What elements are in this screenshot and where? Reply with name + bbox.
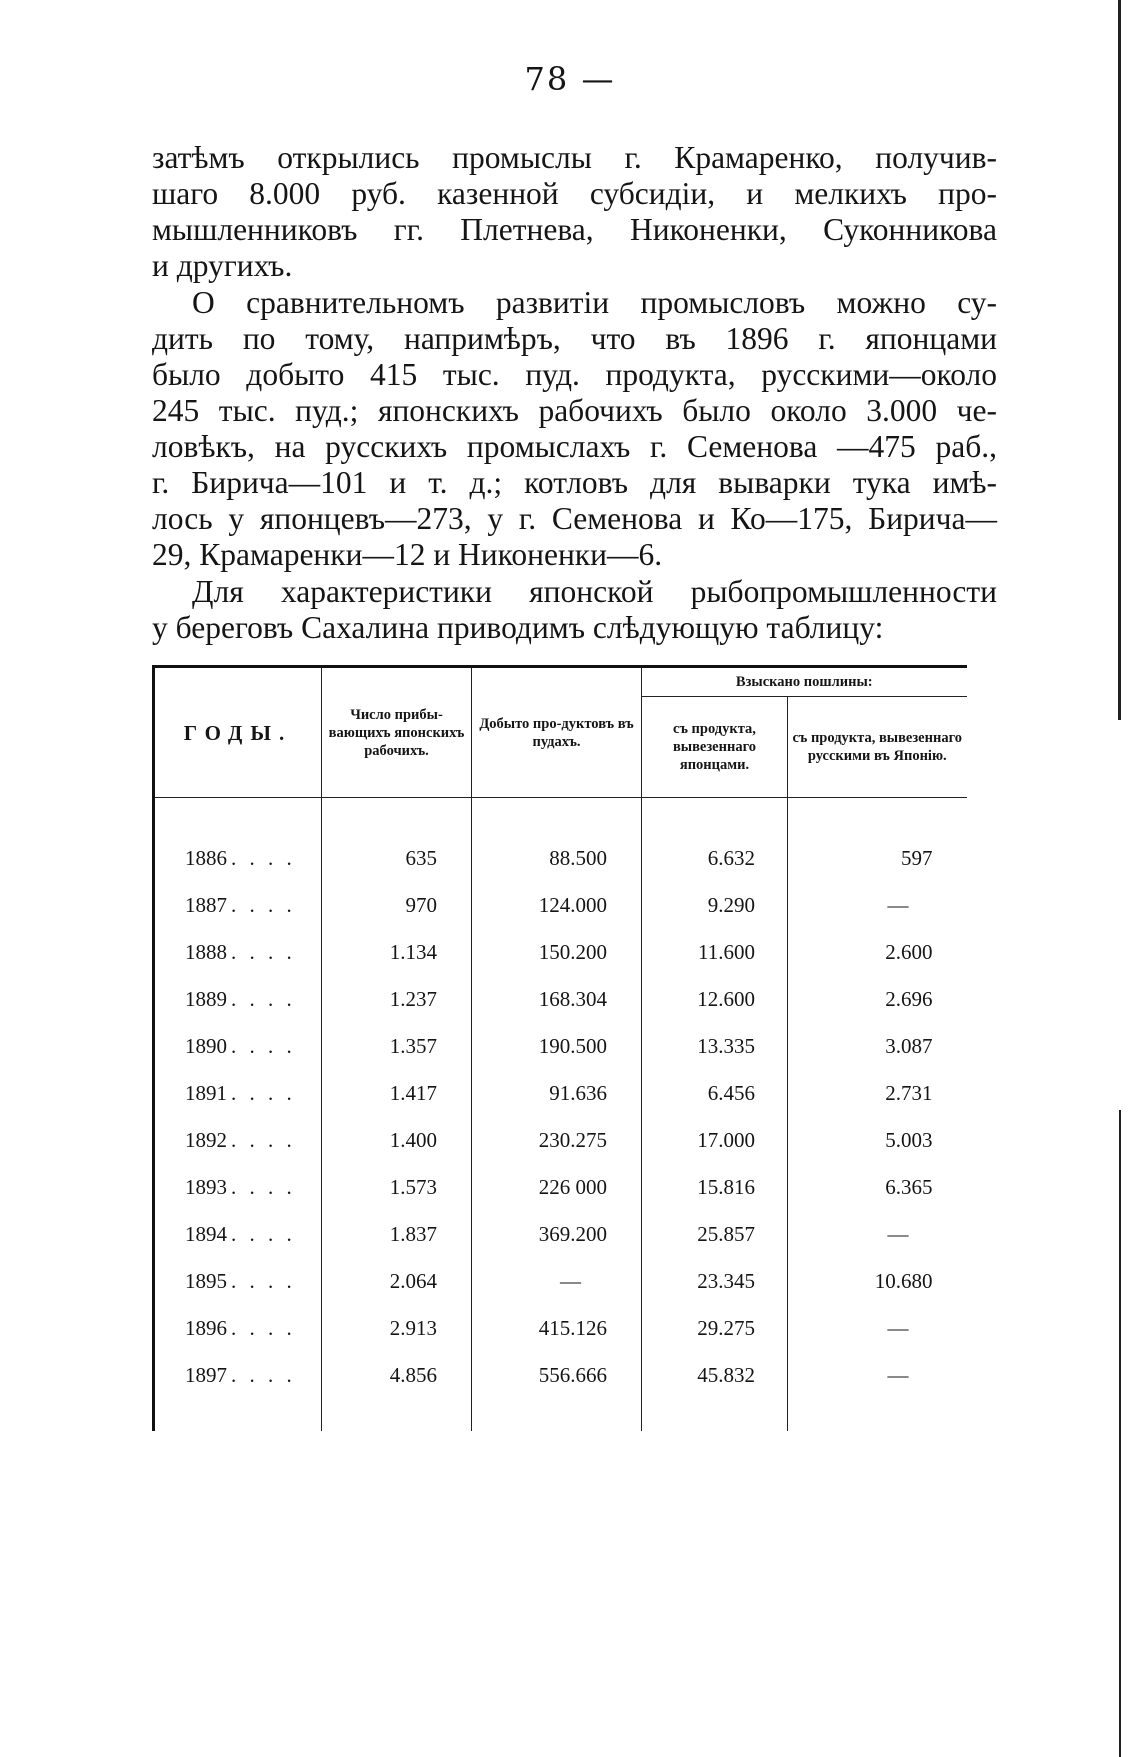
workers-cell: 1.417 [322,1070,472,1117]
text-line: мышленниковъ гг. Плетнева, Никоненки, Суконникова [152,212,997,247]
workers-cell: 970 [322,882,472,929]
products-cell: — [472,1258,642,1305]
duty-russian-cell: 3.087 [788,1023,967,1070]
leader-dots: . . . . [231,940,296,964]
year-cell [154,1352,322,1399]
duty-japanese-cell: 29.275 [642,1305,788,1352]
duty-russian-cell: 10.680 [788,1258,967,1305]
workers-cell: 1.573 [322,1164,472,1211]
year-value: 1891 [185,1081,227,1105]
text-line: шаго 8.000 руб. казенной субсидіи, и мелкихъ про- [152,176,997,211]
duty-japanese-cell: 11.600 [642,929,788,976]
workers-cell: 2.913 [322,1305,472,1352]
table-row [154,1023,967,1070]
duty-japanese-cell: 12.600 [642,976,788,1023]
leader-dots: . . . . [231,1269,296,1293]
duty-japanese-cell: 6.456 [642,1070,788,1117]
products-cell: 88.500 [472,835,642,882]
text-line: дить по тому, напримѣръ, что въ 1896 г. японцами [152,321,997,356]
duty-japanese-cell: 17.000 [642,1117,788,1164]
workers-cell: 1.837 [322,1211,472,1258]
text-line: у береговъ Сахалина приводимъ слѣдующую таблицу: [152,610,884,645]
text-line: 245 тыс. пуд.; японскихъ рабочихъ было около 3.000 че- [152,393,997,428]
header-duty-group: Взыскано пошлины: [642,667,967,697]
year-cell [154,1070,322,1117]
workers-cell: 4.856 [322,1352,472,1399]
year-value: 1887 [185,893,227,917]
duty-japanese-cell: 9.290 [642,882,788,929]
year-cell [154,929,322,976]
duty-russian-cell: 2.600 [788,929,967,976]
year-value: 1894 [185,1222,227,1246]
workers-cell: 635 [322,835,472,882]
table-row [154,976,967,1023]
leader-dots: . . . . [231,893,296,917]
leader-dots: . . . . [231,1222,296,1246]
leader-dots: . . . . [231,1128,296,1152]
table-body [154,798,967,1432]
table-row [154,1164,967,1211]
page-number: 78 — [524,60,616,98]
year-cell [154,1211,322,1258]
duty-russian-cell: — [788,1211,967,1258]
products-cell: 230.275 [472,1117,642,1164]
duty-russian-cell: 2.696 [788,976,967,1023]
leader-dots: . . . . [231,1363,296,1387]
header-products: Добыто про-дуктовъ въ пудахъ. [472,667,642,798]
duty-japanese-cell: 25.857 [642,1211,788,1258]
workers-cell: 2.064 [322,1258,472,1305]
fishery-table [152,665,965,1431]
year-cell [154,1164,322,1211]
text-line: ловѣкъ, на русскихъ промыслахъ г. Семенова —475 раб., [152,429,997,464]
text-line: было добыто 415 тыс. пуд. продукта, русскими—около [152,357,997,392]
year-value: 1890 [185,1034,227,1058]
products-cell: 124.000 [472,882,642,929]
duty-russian-cell: — [788,882,967,929]
year-cell [154,1258,322,1305]
workers-cell: 1.134 [322,929,472,976]
paragraph-3 [152,574,997,646]
table-row [154,1352,967,1399]
year-value: 1895 [185,1269,227,1293]
duty-japanese-cell: 15.816 [642,1164,788,1211]
table-row [154,1305,967,1352]
products-cell: 556.666 [472,1352,642,1399]
text-line: лось у японцевъ—273, у г. Семенова и Ко—175, Бирича— [152,501,997,536]
products-cell: 91.636 [472,1070,642,1117]
leader-dots: . . . . [231,1034,296,1058]
duty-japanese-cell: 13.335 [642,1023,788,1070]
products-cell: 150.200 [472,929,642,976]
paragraph-1 [152,140,997,284]
year-cell [154,882,322,929]
year-value: 1888 [185,940,227,964]
header-workers: Число прибы-вающихъ японскихъ рабочихъ. [322,667,472,798]
products-cell: 168.304 [472,976,642,1023]
year-value: 1889 [185,987,227,1011]
text-line: 29, Крамаренки—12 и Никоненки—6. [152,537,663,572]
table-row [154,835,967,882]
text-line: Для характеристики японской рыбопромышленности [192,574,997,609]
duty-japanese-cell: 6.632 [642,835,788,882]
leader-dots: . . . . [231,1175,296,1199]
header-duty-japanese: съ продукта, вывезеннаго японцами. [642,697,788,798]
duty-russian-cell: — [788,1305,967,1352]
year-cell [154,976,322,1023]
table-row [154,1258,967,1305]
scan-edge-line [1118,0,1121,720]
paragraph-2 [152,285,997,573]
year-cell [154,1305,322,1352]
scan-edge-line-lower [1119,1110,1121,1757]
year-value: 1896 [185,1316,227,1340]
text-line: и другихъ. [152,248,293,283]
year-value: 1886 [185,846,227,870]
year-cell [154,835,322,882]
products-cell: 415.126 [472,1305,642,1352]
header-years: ГОДЫ. [154,667,322,798]
year-value: 1893 [185,1175,227,1199]
workers-cell: 1.400 [322,1117,472,1164]
table-row [154,929,967,976]
duty-japanese-cell: 23.345 [642,1258,788,1305]
table-row [154,1211,967,1258]
products-cell: 369.200 [472,1211,642,1258]
header-duty-russian: съ продукта, вывезеннаго русскими въ Японію. [788,697,967,798]
workers-cell: 1.357 [322,1023,472,1070]
leader-dots: . . . . [231,1081,296,1105]
year-value: 1892 [185,1128,227,1152]
text-line: О сравнительномъ развитіи промысловъ можно су- [192,285,997,320]
workers-cell: 1.237 [322,976,472,1023]
duty-russian-cell: 6.365 [788,1164,967,1211]
text-line: затѣмъ открылись промыслы г. Крамаренко, получив- [152,140,997,175]
duty-russian-cell: 597 [788,835,967,882]
duty-japanese-cell: 45.832 [642,1352,788,1399]
duty-russian-cell: — [788,1352,967,1399]
text-line: г. Бирича—101 и т. д.; котловъ для выварки тука имѣ- [152,465,997,500]
leader-dots: . . . . [231,987,296,1011]
year-cell [154,1117,322,1164]
leader-dots: . . . . [231,1316,296,1340]
leader-dots: . . . . [231,846,296,870]
table-row [154,882,967,929]
products-cell: 226 000 [472,1164,642,1211]
table-row [154,1117,967,1164]
year-cell [154,1023,322,1070]
duty-russian-cell: 2.731 [788,1070,967,1117]
duty-russian-cell: 5.003 [788,1117,967,1164]
year-value: 1897 [185,1363,227,1387]
table-row [154,1070,967,1117]
products-cell: 190.500 [472,1023,642,1070]
